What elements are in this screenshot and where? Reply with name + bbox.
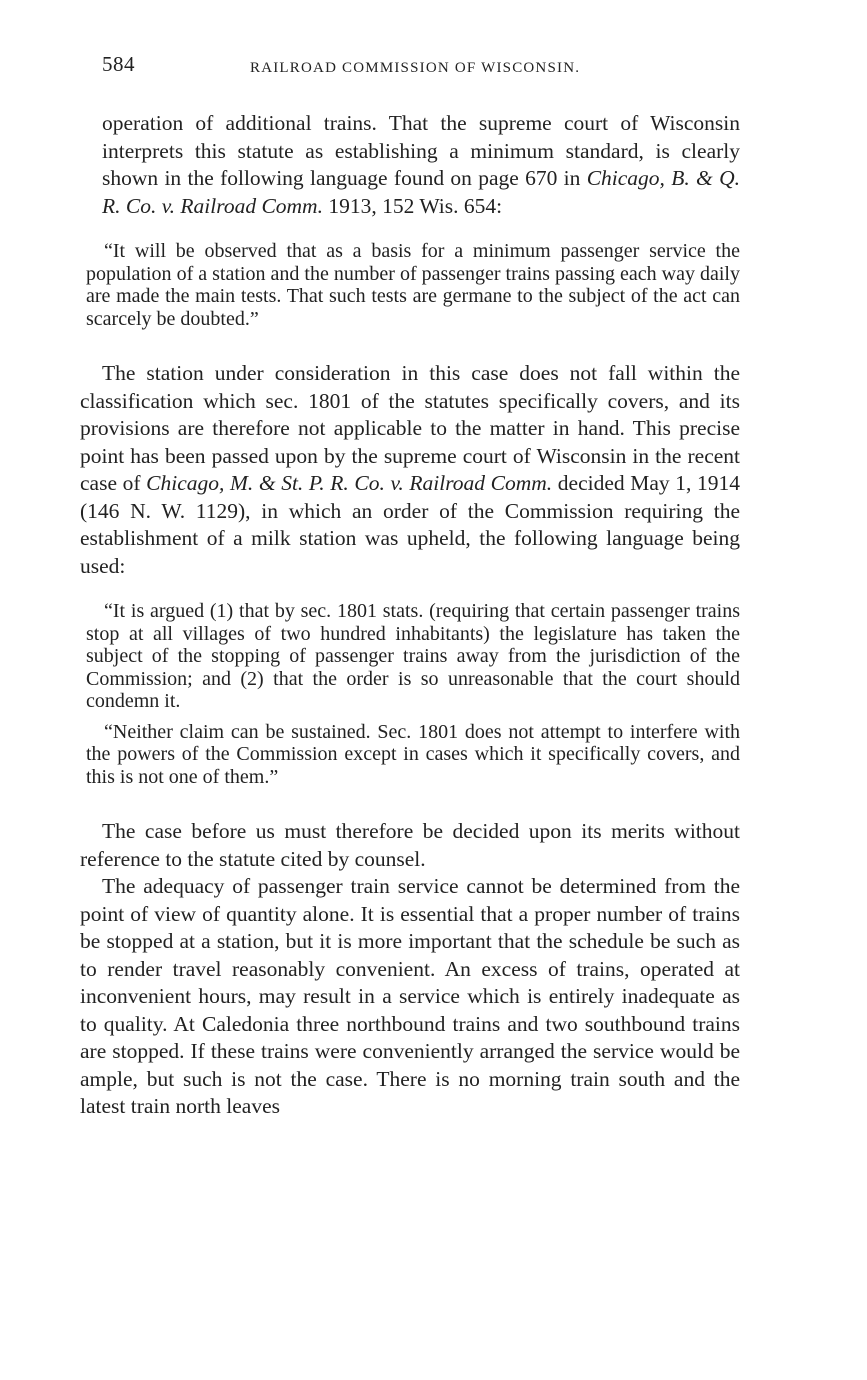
page-number: 584 bbox=[102, 52, 135, 76]
paragraph-4: The adequacy of passenger train service cannot be determined from the point of view of quantity alone. It is essential that a proper number of trains be stopped at a station, but it is more important that the schedule be such as to render travel reasonably convenient. An excess of trains, operated at inconvenient hours, may result in a service which is entirely inadequate as to quality. At Caledonia three northbound trains and two southbound trains are stopped. If these trains were conveniently arranged the service would be ample, but such is not the case. There is no morning train south and the latest train north leaves bbox=[80, 874, 740, 1118]
paragraph-2 bbox=[80, 360, 740, 580]
quote-1-text: “It will be observed that as a basis for a minimum passenger service the population of a station and the number of passenger trains passing each way daily are made the main tests. That such tests are germane to the subject of the act can scarcely be doubted.” bbox=[86, 240, 740, 330]
case-citation-2: Chicago, M. & St. P. R. Co. v. Railroad Comm. bbox=[146, 471, 553, 495]
block-quote-2 bbox=[80, 600, 740, 788]
paragraph-1 bbox=[80, 110, 740, 220]
paragraph-3: The case before us must therefore be decided upon its merits without reference to the statute cited by counsel. bbox=[80, 819, 740, 871]
page-header bbox=[100, 52, 740, 82]
quote-2-text-b: “Neither claim can be sustained. Sec. 1801 does not attempt to interfere with the powers of the Commission except in cases which it specifically covers, and this is not one of them.” bbox=[86, 720, 740, 788]
paragraph-1-text-a: operation of additional trains. That the supreme court of Wisconsin interprets this statute as establishing a minimum standard, is clearly shown in the following language found on page 670 in bbox=[102, 111, 740, 190]
body-text bbox=[80, 110, 740, 1121]
block-quote-1 bbox=[80, 240, 740, 330]
paragraph-2-text-a: The station under consideration in this case does not fall within the classification which sec. 1801 of the statutes specifically covers, and its provisions are therefore not applicable to the matter in hand. This precise point has been passed upon by the supreme court of Wisconsin in the recent case of bbox=[80, 361, 740, 495]
case-citation-1: Chicago, B. & Q. R. Co. v. Railroad Comm. bbox=[102, 166, 740, 218]
paragraph-1-text-b: 1913, 152 Wis. 654: bbox=[322, 193, 503, 218]
paragraph-2-text-b: decided May 1, 1914 (146 N. W. 1129), in which an order of the Commission requiring the establishment of a milk station was upheld, the following language being used: bbox=[80, 471, 740, 578]
quote-2-text-a: “It is argued (1) that by sec. 1801 stats. (requiring that certain passenger trains stop at all villages of two hundred inhabitants) the legislature has taken the subject of the stopping of passenger trains away from the jurisdiction of the Commission; and (2) that the order is so unreasonable that the court should condemn it. bbox=[86, 600, 740, 712]
running-title: RAILROAD COMMISSION OF WISCONSIN. bbox=[250, 60, 581, 76]
